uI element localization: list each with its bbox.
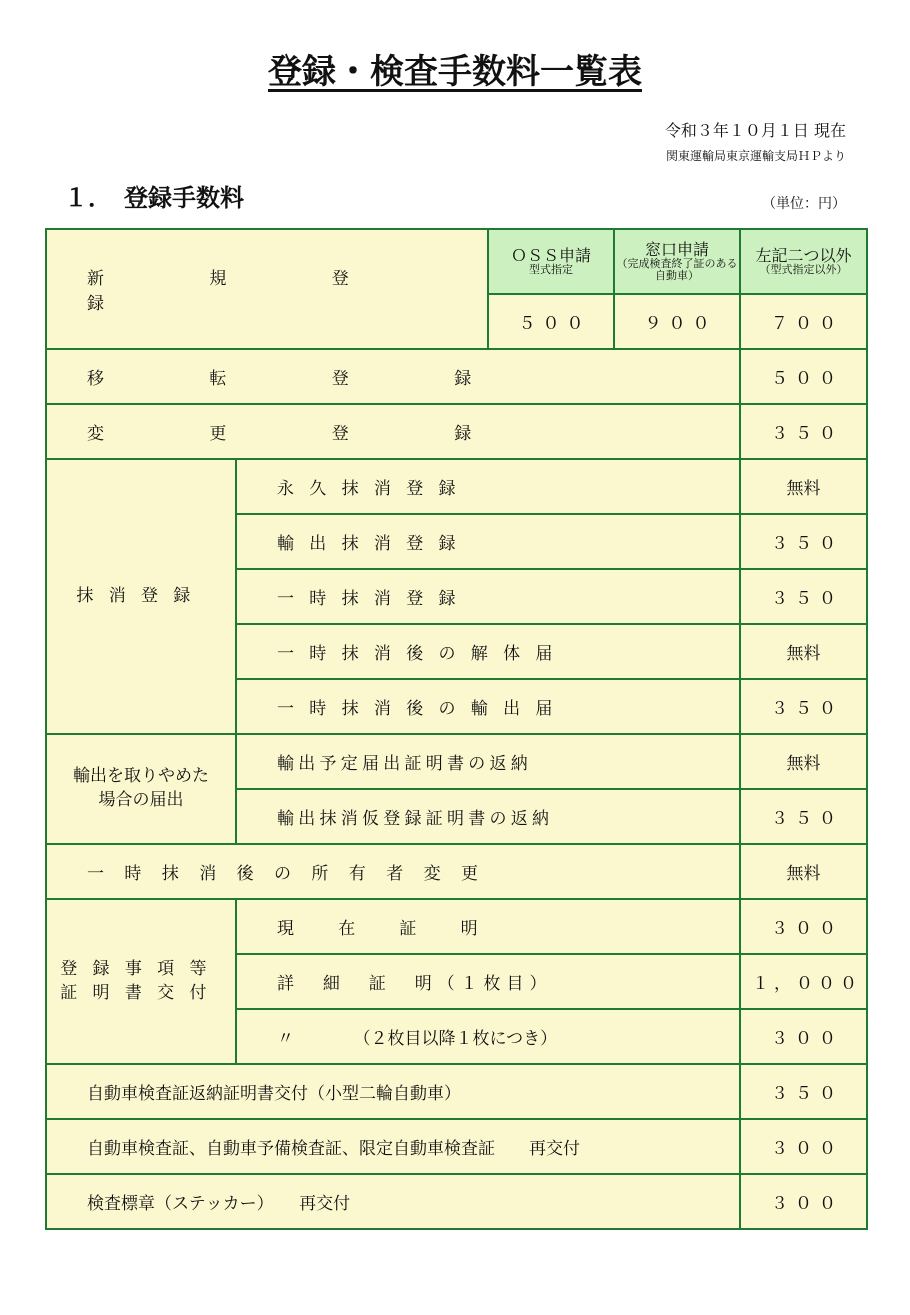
table-row — [46, 349, 867, 404]
item-label: 一時抹消後の解体届 — [236, 624, 740, 679]
item-label: 一時抹消後の輸出届 — [236, 679, 740, 734]
fee-value: 無料 — [740, 734, 867, 789]
fee-value: ３５０ — [740, 789, 867, 844]
table-row — [46, 899, 867, 954]
return-certificate-label: 自動車検査証返納証明書交付（小型二輪自動車） — [46, 1064, 740, 1119]
unit-note: （単位：円） — [762, 196, 846, 212]
table-row — [46, 734, 867, 789]
table-row — [46, 1174, 867, 1229]
table-row — [46, 1119, 867, 1174]
item-label: 一時抹消登録 — [236, 569, 740, 624]
fee-value: 無料 — [740, 624, 867, 679]
fee-value: ３５０ — [740, 1064, 867, 1119]
fee-value: ３００ — [740, 1174, 867, 1229]
page-title: 登録・検査手数料一覧表 — [268, 52, 642, 92]
item-label: 現 在 証 明 — [236, 899, 740, 954]
header-other: 左記二つ以外 （型式指定以外） — [740, 229, 867, 294]
item-label: 〃 （２枚目以降１枚につき） — [236, 1009, 740, 1064]
item-label: 輸出抹消仮登録証明書の返納 — [236, 789, 740, 844]
fee-value: 無料 — [740, 459, 867, 514]
item-label: 永久抹消登録 — [236, 459, 740, 514]
table-row — [46, 844, 867, 899]
header-madoguchi: 窓口申請 （完成検査終了証のある自動車） — [614, 229, 740, 294]
fee-value: ３００ — [740, 1119, 867, 1174]
transfer-registration-label: 移 転 登 録 — [46, 349, 740, 404]
export-cancel-group-label: 輸出を取りやめた 場合の届出 — [46, 734, 236, 844]
fee-other: ７００ — [740, 294, 867, 349]
fee-value: ３５０ — [740, 679, 867, 734]
fee-value: ３５０ — [740, 404, 867, 459]
cancel-group-label: 抹消登録 — [46, 459, 236, 734]
fee-value: ３５０ — [740, 514, 867, 569]
change-registration-label: 変 更 登 録 — [46, 404, 740, 459]
fee-value: 無料 — [740, 844, 867, 899]
source-note: 関東運輸局東京運輸支局ＨＰより — [665, 149, 846, 163]
item-label: 輸出抹消登録 — [236, 514, 740, 569]
owner-change-label: 一時抹消後の所有者変更 — [46, 844, 740, 899]
table-row — [46, 404, 867, 459]
fee-value: １，０００ — [740, 954, 867, 1009]
reissue-certificate-label: 自動車検査証、自動車予備検査証、限定自動車検査証 再交付 — [46, 1119, 740, 1174]
section-title: １． 登録手数料 — [64, 184, 244, 212]
as-of-date: 令和３年１０月１日 現在 — [664, 121, 846, 140]
fee-madoguchi: ９００ — [614, 294, 740, 349]
fee-oss: ５００ — [488, 294, 614, 349]
sticker-reissue-label: 検査標章（ステッカー） 再交付 — [46, 1174, 740, 1229]
fee-table — [45, 228, 868, 1230]
new-registration-label: 新 規 登 録 — [46, 229, 488, 349]
fee-value: ５００ — [740, 349, 867, 404]
item-label: 輸出予定届出証明書の返納 — [236, 734, 740, 789]
fee-value: ３００ — [740, 1009, 867, 1064]
table-row — [46, 1064, 867, 1119]
fee-value: ３５０ — [740, 569, 867, 624]
table-row — [46, 229, 867, 294]
fee-value: ３００ — [740, 899, 867, 954]
item-label: 詳 細 証 明（１枚目） — [236, 954, 740, 1009]
header-oss: ＯＳＳ申請 型式指定 — [488, 229, 614, 294]
certificate-group-label: 登録事項等 証明書交付 — [46, 899, 236, 1064]
table-row — [46, 459, 867, 514]
